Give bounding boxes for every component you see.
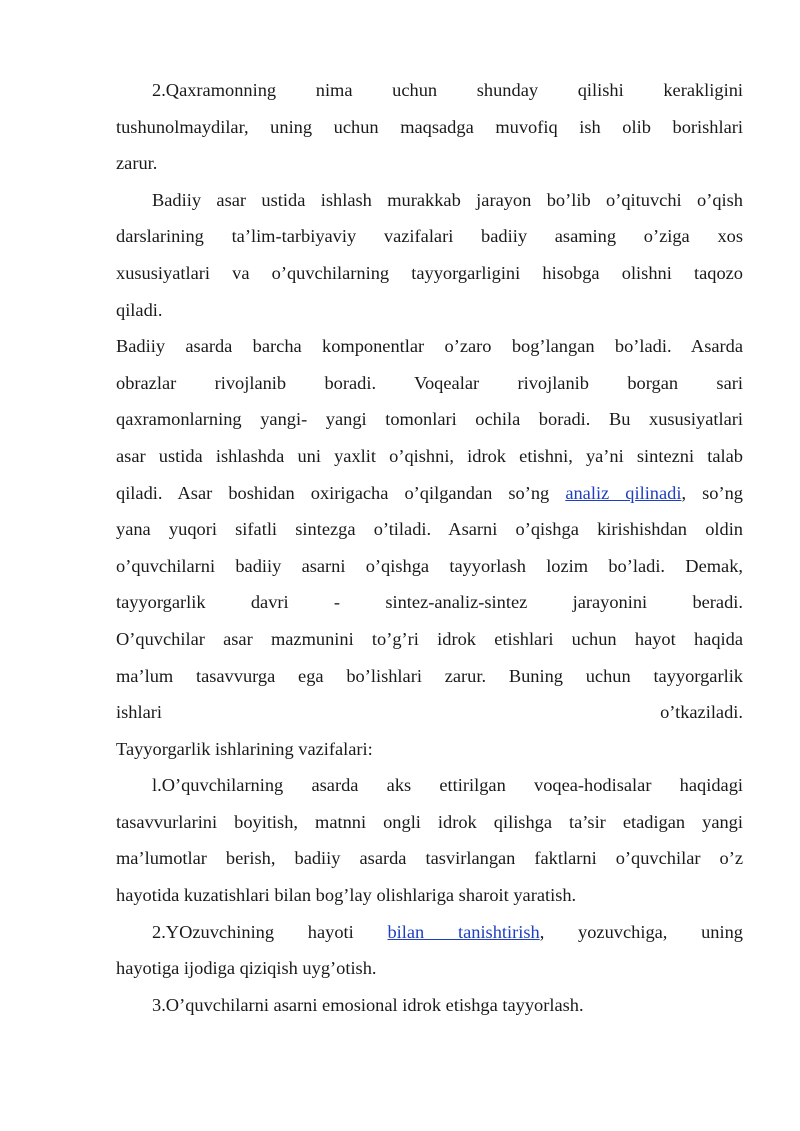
document-page xyxy=(116,72,743,1023)
text-line: ma’lumotlar berish, badiiy asarda tasvirlangan faktlarni o’quvchilar o’z xyxy=(116,848,743,869)
text-line: hayotida kuzatishlari bilan bog’lay olishlariga sharoit yaratish. xyxy=(116,885,577,906)
text-line: qiladi. xyxy=(116,299,163,320)
text-fragment: , so’ng xyxy=(681,482,743,503)
paragraph-7 xyxy=(116,987,743,1024)
text-line-with-link xyxy=(116,914,743,951)
text-line: o’quvchilarni badiiy asarni o’qishga tayyorlash lozim bo’ladi. Demak, xyxy=(116,555,743,576)
text-line: xususiyatlari va o’quvchilarning tayyorgarligini hisobga olishni taqozo xyxy=(116,262,743,283)
text-line: obrazlar rivojlanib boradi. Voqealar rivojlanib borgan sari xyxy=(116,372,743,393)
text-line: l.O’quvchilarning asarda aks ettirilgan voqea-hodisalar haqidagi xyxy=(152,775,743,796)
text-line: yana yuqori sifatli sintezga o’tiladi. Asarni o’qishga kirishishdan oldin xyxy=(116,519,743,540)
text-fragment: qiladi. Asar boshidan oxirigacha o’qilgandan so’ng xyxy=(116,482,566,503)
analiz-link[interactable]: analiz qilinadi xyxy=(565,482,682,503)
text-line: darslarining ta’lim-tarbiyaviy vazifalari badiiy asaming o’ziga xos xyxy=(116,226,743,247)
text-fragment: 2.YOzuvchining hayoti xyxy=(152,921,388,942)
section-heading: Tayyorgarlik ishlarining vazifalari: xyxy=(116,738,373,759)
text-line: Badiiy asarda barcha komponentlar o’zaro bog’langan bo’ladi. Asarda xyxy=(116,336,743,357)
text-line: asar ustida ishlashda uni yaxlit o’qishni, idrok etishni, ya’ni sintezni talab xyxy=(116,445,743,466)
tanishtirish-link[interactable]: bilan tanishtirish xyxy=(387,921,540,942)
text-line: 3.O’quvchilarni asarni emosional idrok etishga tayyorlash. xyxy=(152,994,584,1015)
paragraph-2 xyxy=(116,182,743,328)
text-line: tushunolmaydilar, uning uchun maqsadga muvofiq ish olib borishlari xyxy=(116,116,743,137)
text-line: hayotiga ijodiga qiziqish uyg’otish. xyxy=(116,958,377,979)
paragraph-3 xyxy=(116,328,743,731)
text-line: qaxramonlarning yangi- yangi tomonlari ochila boradi. Bu xususiyatlari xyxy=(116,409,743,430)
paragraph-4 xyxy=(116,731,743,768)
text-fragment: , yozuvchiga, uning xyxy=(539,921,744,942)
paragraph-6 xyxy=(116,914,743,987)
text-line: zarur. xyxy=(116,153,158,174)
text-line-with-link xyxy=(116,475,743,512)
paragraph-5 xyxy=(116,767,743,913)
paragraph-1 xyxy=(116,72,743,182)
text-line: tasavvurlarini boyitish, matnni ongli idrok qilishga ta’sir etadigan yangi xyxy=(116,811,743,832)
text-line: Badiiy asar ustida ishlash murakkab jarayon bo’lib o’qituvchi o’qish xyxy=(152,189,743,210)
text-line: 2.Qaxramonning nima uchun shunday qilishi kerakligini xyxy=(152,80,743,100)
text-line: ishlari o’tkaziladi. xyxy=(116,702,743,723)
text-line: tayyorgarlik davri - sintez-analiz-sintez jarayonini beradi. xyxy=(116,592,743,613)
text-line: O’quvchilar asar mazmunini to’g’ri idrok etishlari uchun hayot haqida xyxy=(116,628,743,649)
text-line: ma’lum tasavvurga ega bo’lishlari zarur. Buning uchun tayyorgarlik xyxy=(116,665,743,686)
